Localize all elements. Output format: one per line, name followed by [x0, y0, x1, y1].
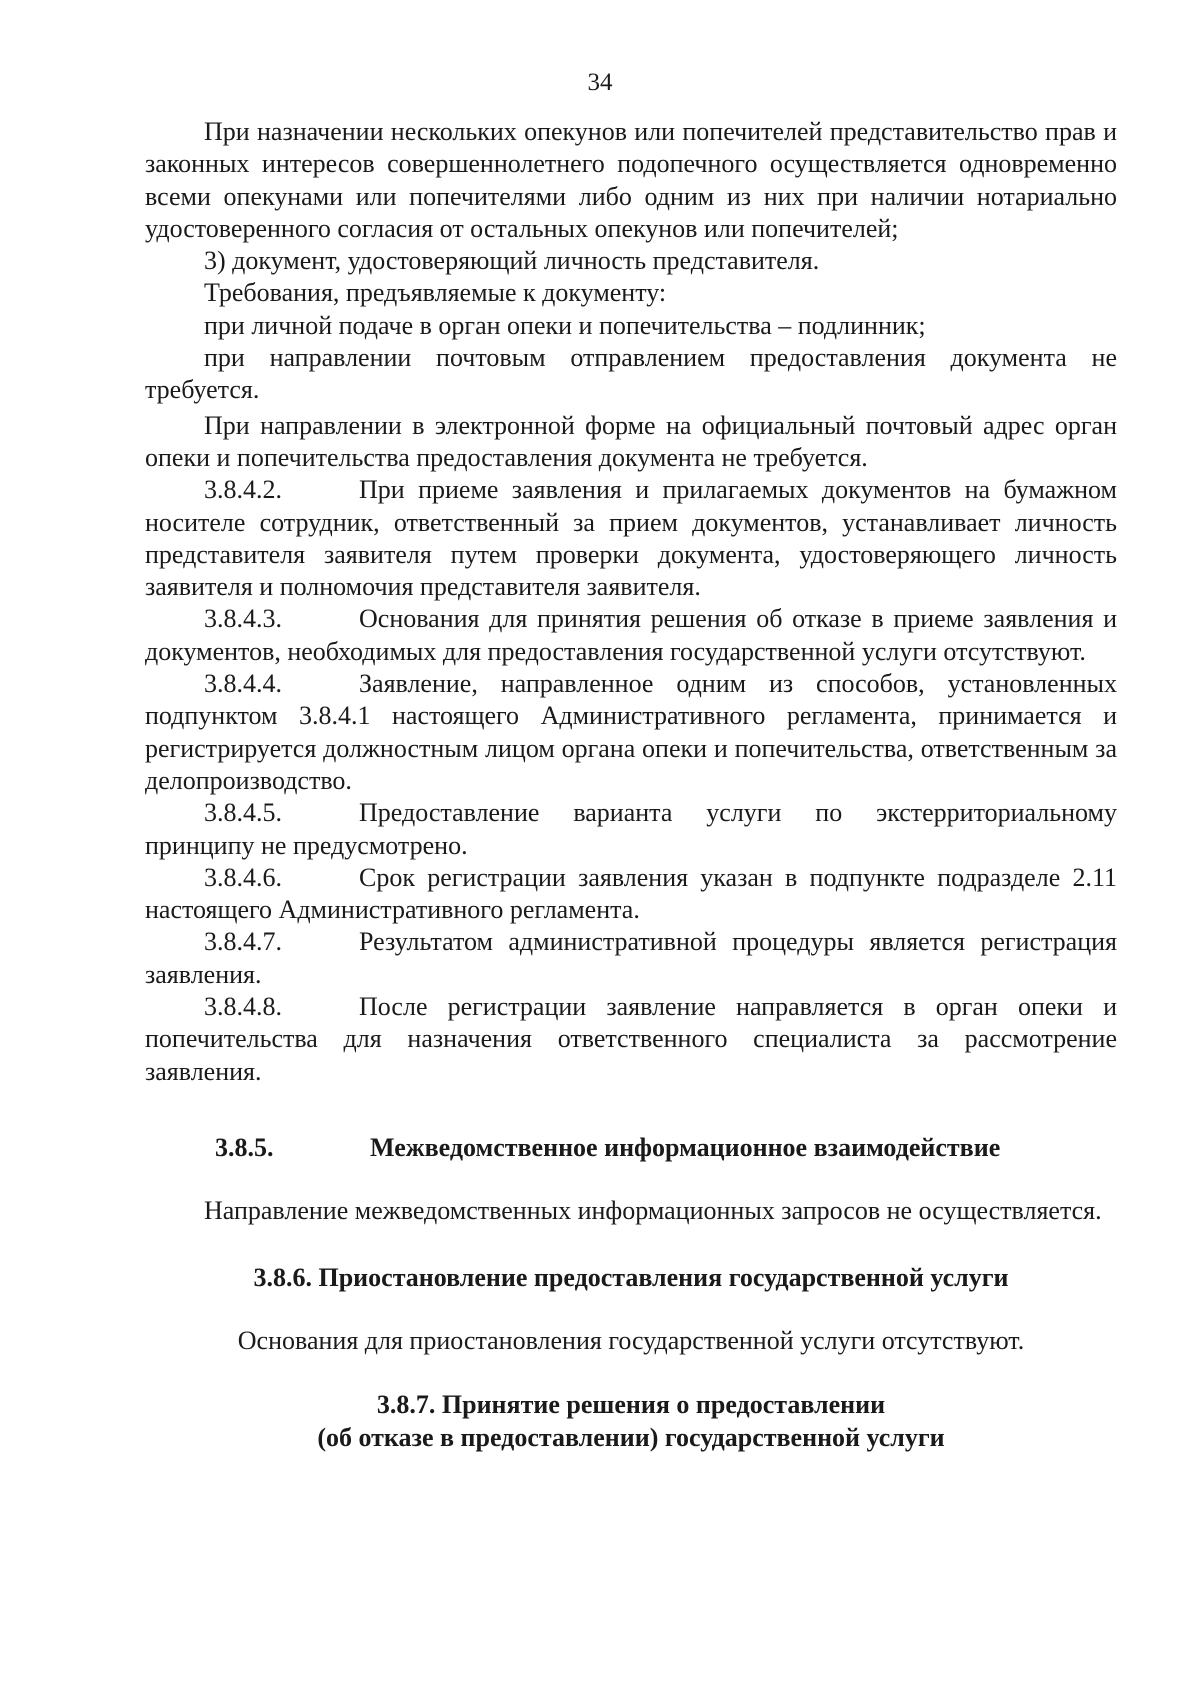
item-text: После регистрации заявление направляется в орган опеки и попечительства для назначения ответственного специалиста за рассмотрение заявления.: [145, 992, 1117, 1086]
item-number: 3.8.4.5.: [204, 798, 282, 828]
item-text: Заявление, направленное одним из способов, установленных подпунктом 3.8.4.1 настоящего Административного регламента, принимается и регистрируется должностным лицом органа опеки и попечительства, ответственным за делопроизводство.: [145, 669, 1117, 795]
section-heading-3-8-5: [145, 1132, 1117, 1164]
item-number: 3.8.4.3.: [204, 604, 282, 634]
numbered-item: [145, 603, 1117, 668]
item-text: Результатом административной процедуры является регистрация заявления.: [145, 927, 1117, 989]
numbered-item: [145, 926, 1117, 991]
item-number: 3.8.4.7.: [204, 927, 282, 957]
numbered-item: [145, 668, 1117, 797]
item-text: Срок регистрации заявления указан в подпункте подразделе 2.11 настоящего Административного регламента.: [145, 862, 1117, 925]
numbered-item: [145, 862, 1117, 927]
section-body: Направление межведомственных информационных запросов не осуществляется.: [204, 1196, 1102, 1226]
page-number: 34: [587, 69, 613, 96]
paragraph: При назначении нескольких опекунов или попечителей представительство прав и законных интересов совершеннолетнего подопечного осуществляется одновременно всеми опекунами или попечителями либо одним из них при наличии нотариально удостоверенного согласия от остальных опекунов или попечителей;: [145, 117, 1117, 243]
paragraph: при личной подаче в орган опеки и попечительства – подлинник;: [204, 310, 926, 340]
section-heading-3-8-6: 3.8.6. Приостановление предоставления государственной услуги: [253, 1262, 1009, 1292]
section-title-line: 3.8.7. Принятие решения о предоставлении: [376, 1390, 886, 1420]
item-number: 3.8.4.8.: [204, 992, 282, 1022]
item-number: 3.8.4.6.: [204, 862, 282, 892]
document-body: [145, 116, 1117, 1454]
paragraph: при направлении почтовым отправлением предоставления документа не требуется.: [145, 343, 1117, 405]
section-body: Основания для приостановления государственной услуги отсутствуют.: [237, 1325, 1025, 1355]
numbered-item: [145, 474, 1117, 603]
section-heading-3-8-7: [145, 1388, 1117, 1454]
paragraph: 3) документ, удостоверяющий личность представителя.: [204, 246, 820, 276]
numbered-item: [145, 797, 1117, 862]
paragraph: При направлении в электронной форме на официальный почтовый адрес орган опеки и попечительства предоставления документа не требуется.: [145, 410, 1117, 472]
item-text: Предоставление варианта услуги по экстерриториальному принципу не предусмотрено.: [145, 798, 1117, 860]
item-number: 3.8.4.2.: [204, 475, 282, 505]
item-number: 3.8.4.4.: [204, 669, 282, 699]
section-number: 3.8.5.: [215, 1132, 274, 1162]
item-text: Основания для принятия решения об отказе в приеме заявления и документов, необходимых для предоставления государственной услуги отсутствуют.: [145, 604, 1117, 666]
item-text: При приеме заявления и прилагаемых документов на бумажном носителе сотрудник, ответственный за прием документов, устанавливает личность представителя заявителя путем проверки документа, удостоверяющего личность заявителя и полномочия представителя заявителя.: [145, 475, 1117, 602]
numbered-item: [145, 991, 1117, 1088]
section-title-line: (об отказе в предоставлении) государственной услуги: [317, 1423, 945, 1453]
paragraph: Требования, предъявляемые к документу:: [204, 278, 667, 308]
section-title: Межведомственное информационное взаимодействие: [370, 1132, 1001, 1162]
